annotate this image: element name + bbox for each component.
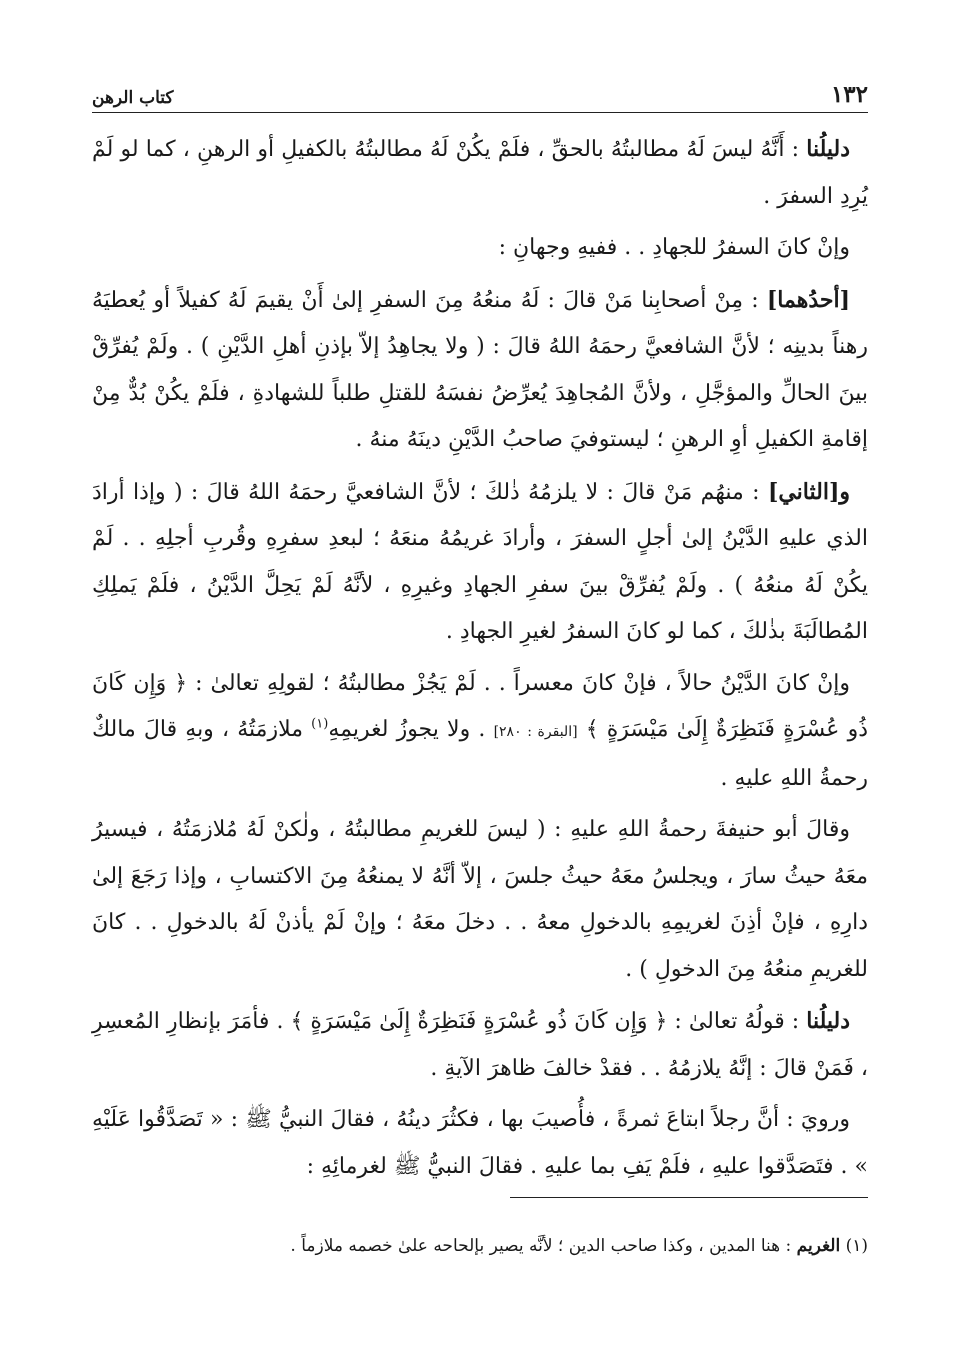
header-divider [92, 112, 868, 113]
footnote-marker[interactable]: (١) [311, 716, 329, 732]
paragraph-5 [92, 661, 868, 803]
page-header [92, 74, 868, 108]
paragraph-text: : قولُهُ تعالىٰ : ﴿ وَإِن كَانَ ذُو عُسْرَةٍ فَنَظِرَةٌ إِلَىٰ مَيْسَرَةٍ ﴾ . فأمَرَ بإنظارِ المُعسِرِ ، فَمَنْ قالَ : إنَّهُ يلازمُهُ . . فقدْ خالفَ ظاهرَ الآيةِ . [92, 1009, 868, 1081]
paragraph-text: ملازمَتُهُ ، وبهِ قالَ مالكٌ رحمةُ اللهِ عليهِ . [92, 717, 868, 791]
paragraph-lead: دليلُنا [806, 136, 850, 162]
footnote-divider [510, 1197, 868, 1198]
paragraph-8 [92, 1097, 868, 1190]
paragraph-6 [92, 807, 868, 993]
footnote-text: : هنا المدين ، وكذا صاحب الدين ؛ لأنَّه يصير بإلحاحه علىٰ خصمه ملازماً . [290, 1236, 797, 1256]
paragraph-text: وإنْ كانَ الدَّيْنُ حالاً ، فإنْ كانَ معسراً . . لَمْ يَجُزْ مطالبتُهُ ؛ لقولِهِ تعالىٰ : ﴿ وَإِن كَانَ ذُو عُسْرَةٍ فَنَظِرَةٌ إِلَىٰ مَيْسَرَةٍ ﴾ [92, 670, 869, 742]
footnote-term: الغريم [796, 1236, 841, 1256]
paragraph-lead: [أحدُهما] [766, 286, 850, 313]
paragraph-3 [92, 277, 868, 464]
quran-reference: [البقرة : ٢٨٠] [493, 724, 578, 740]
paragraph-4 [92, 469, 868, 656]
paragraph-text: : مِنْ أصحابِنا مَنْ قالَ : لَهُ منعُهُ مِنَ السفرِ إلىٰ أَنْ يقيمَ لَهُ كفيلاً أو يُعطيَهُ رهناً بدينِه ؛ لأنَّ الشافعيَّ رحمَهُ اللهُ قالَ : ( ولا يجاهِدُ إلاّ بإذنِ أهلِ الدَّيْنِ ) . ولَمْ يُفرِّقْ بينَ الحالِّ والمؤجَّلِ ، ولأنَّ المُجاهِدَ يُعرِّضُ نفسَهُ للقتلِ طلباً للشهادةِ ، فلَمْ يكُنْ بُدٌّ مِنْ إقامةِ الكفيلِ أوِ الرهنِ ؛ ليستوفيَ صاحبُ الدَّيْنِ دينَهُ منهُ . [92, 287, 868, 452]
paragraph-1 [92, 126, 868, 220]
paragraph-lead: و[الثاني] [767, 478, 850, 505]
main-text [92, 126, 868, 1195]
paragraph-2 [92, 225, 868, 272]
paragraph-text: ورويَ : أنَّ رجلاً ابتاعَ ثمرةً ، فأُصيبَ بها ، فكثُرَ دينُهُ ، فقالَ النبيُّ ﷺ : « تَصَدَّقُوا عَلَيْهِ » . فتَصَدَّقوا عليهِ ، فلَمْ يَفِ بما عليهِ . فقالَ النبيُّ ﷺ لغرمائِهِ : [92, 1107, 868, 1179]
paragraph-text: : منهُم مَنْ قالَ : لا يلزمُهُ ذٰلكَ ؛ لأنَّ الشافعيَّ رحمَهُ اللهُ قالَ : ( وإذا أرادَ الذي عليهِ الدَّيْنُ إلىٰ أجلٍ السفرَ ، وأرادَ غريمُهُ منعَهُ ؛ لبعدِ سفرِهِ وقُربِ أجلِهِ . . لَمْ يكُنْ لَهُ منعُهُ ) . ولَمْ يُفرِّقْ بينَ سفرِ الجهادِ وغيرِهِ ، لأنَّهُ لَمْ يَحِلَّ الدَّيْنُ ، فلَمْ يَملِكِ المُطالَبَةَ بذٰلكَ ، كما لو كانَ السفرُ لغيرِ الجهادِ . [92, 479, 868, 644]
paragraph-7 [92, 998, 868, 1092]
paragraph-text: وإنْ كانَ السفرُ للجهادِ . . ففيهِ وجهانِ : [498, 235, 850, 260]
paragraph-lead: دليلُنا [806, 1008, 850, 1034]
footnote-number: (١) [845, 1236, 868, 1256]
page-number: ١٣٢ [830, 81, 868, 108]
footnote [92, 1232, 868, 1260]
paragraph-text: . ولا يجوزُ لغريمِهِ [328, 717, 494, 742]
paragraph-text: : أَنَّهُ ليسَ لَهُ مطالبتُهُ بالحقِّ ، فلَمْ يكُنْ لَهُ مطالبتُهُ بالكفيلِ أو الرهنِ ، كما لو لَمْ يُرِدِ السفرَ . [92, 137, 868, 209]
paragraph-text: وقالَ أبو حنيفةَ رحمةُ اللهِ عليهِ : ( ليسَ للغريمِ مطالبتُهُ ، ولٰكنْ لَهُ مُلازمَتُهُ ، فيسيرُ معَهُ حيثُ سارَ ، ويجلسُ معَهُ حيثُ جلسَ ، إلاّ أنَّهُ لا يمنعُهُ مِنَ الاكتسابِ ، وإذا رَجَعَ إلىٰ دارِهِ ، فإنْ أذِنَ لغريمِهِ بالدخولِ معهُ . . دخلَ معَهُ ؛ وإنْ لَمْ يأذنْ لَهُ بالدخولِ . . كانَ للغريمِ منعُهُ مِنَ الدخولِ ) . [92, 817, 868, 982]
running-title: كتاب الرهن [92, 88, 174, 108]
